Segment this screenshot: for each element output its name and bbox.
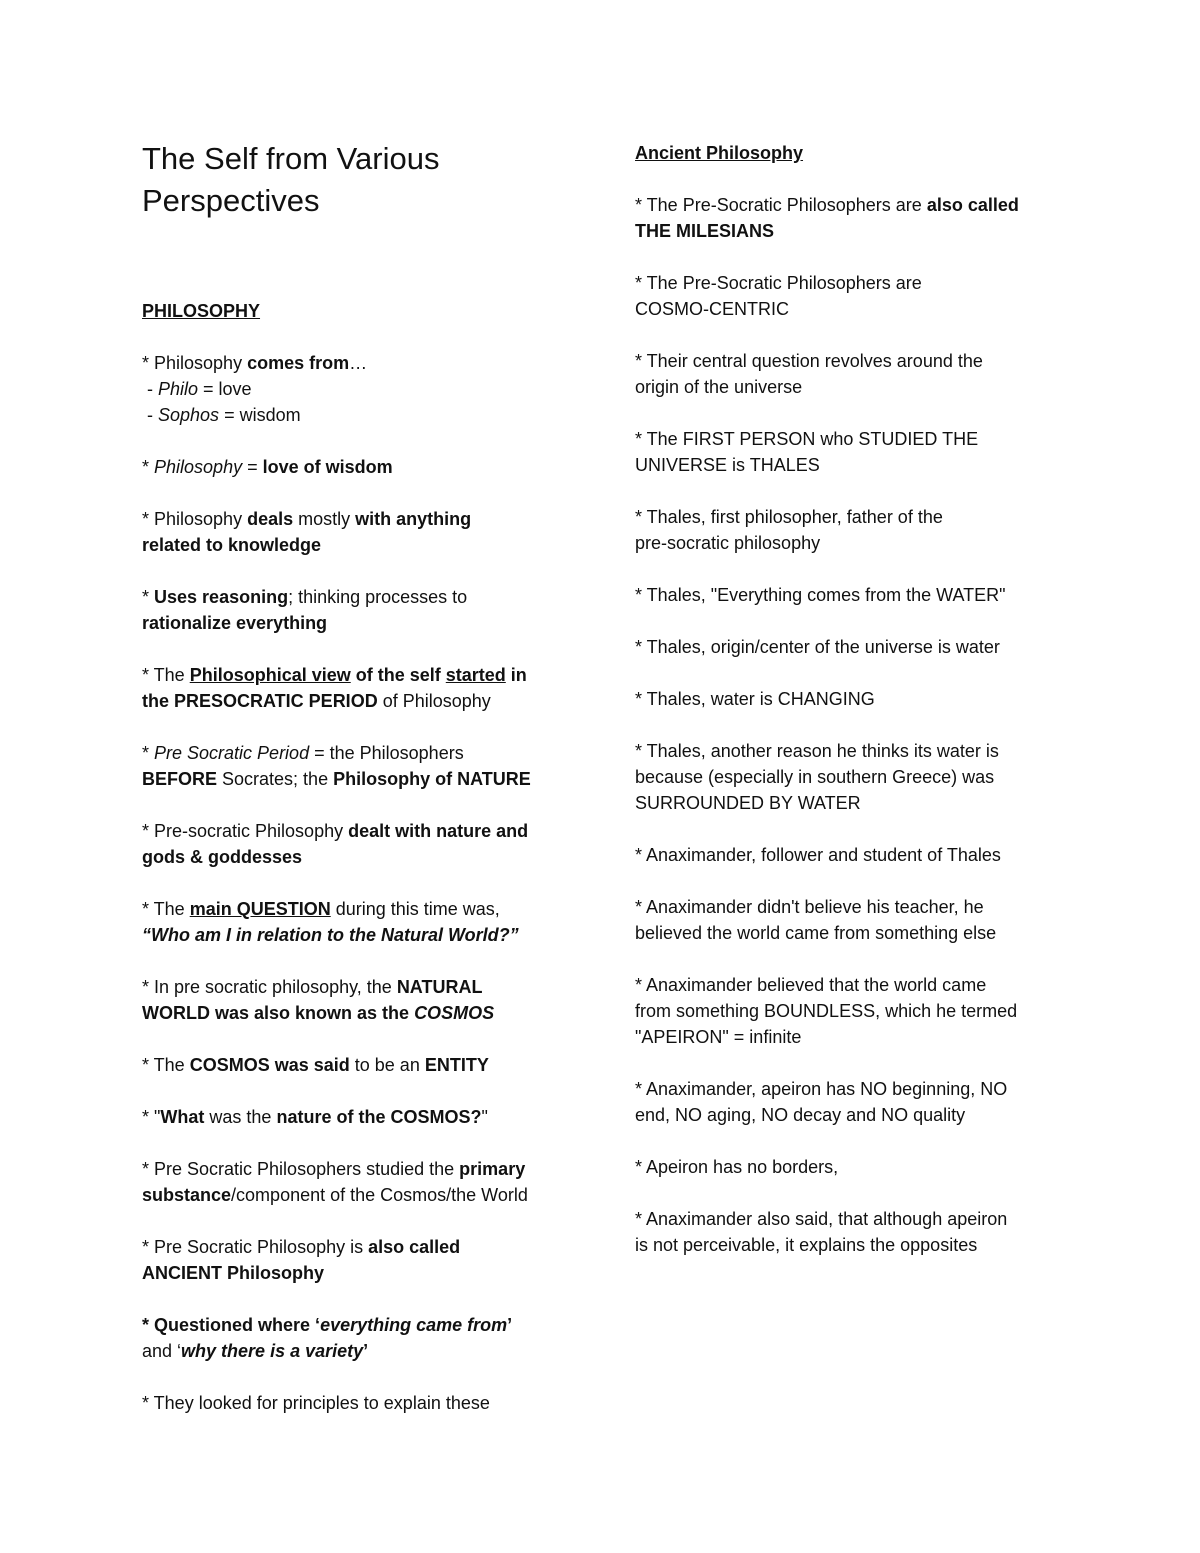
thales-origin (635, 634, 1075, 660)
philosophy-definition (142, 454, 582, 480)
text: of the self (350, 665, 446, 685)
text: ENTITY (424, 1055, 489, 1075)
text: main QUESTION (189, 899, 331, 919)
section-heading-ancient-philosophy: Ancient Philosophy (635, 143, 804, 163)
text: Philosophy (154, 457, 243, 477)
text: origin of the universe (635, 377, 803, 397)
text: * Their central question revolves around the (635, 351, 983, 371)
text: also called (368, 1237, 461, 1257)
nature-and-gods (142, 818, 582, 870)
text: * Thales, "Everything comes from the WATER" (635, 585, 1006, 605)
text: = love (198, 379, 252, 399)
text: Pre Socratic Period (154, 743, 310, 763)
text: * The (142, 1055, 190, 1075)
philosophy-deals (142, 506, 582, 558)
thales-water (635, 582, 1075, 608)
text: COSMO-CENTRIC (635, 299, 789, 319)
text: * Anaximander also said, that although apeiron (635, 1209, 1008, 1229)
text: Questioned where ‘ (154, 1315, 321, 1335)
text: * The Pre-Socratic Philosophers are (635, 195, 927, 215)
principles-note (142, 1390, 582, 1416)
text: * Thales, first philosopher, father of the (635, 507, 943, 527)
text: NATURAL (396, 977, 483, 997)
pre-socratic-period (142, 740, 582, 792)
natural-world-cosmos (142, 974, 582, 1026)
text: * (142, 1315, 155, 1335)
text: * The Pre-Socratic Philosophers are (635, 273, 922, 293)
uses-reasoning (142, 584, 582, 636)
thales-father (635, 504, 1075, 556)
questioned-where (142, 1312, 582, 1364)
text: What (160, 1107, 205, 1127)
philosophy-etymology (142, 350, 582, 428)
text: * Pre Socratic Philosophers studied the (142, 1159, 460, 1179)
text: comes from (247, 353, 350, 373)
text: love of wisdom (262, 457, 393, 477)
text: primary (459, 1159, 526, 1179)
text: * Anaximander didn't believe his teacher, he (635, 897, 984, 917)
text: ’ (507, 1315, 513, 1335)
text: Philo (158, 379, 199, 399)
text: * The FIRST PERSON who STUDIED THE (635, 429, 979, 449)
text: * (142, 457, 155, 477)
text: * Thales, water is CHANGING (635, 689, 875, 709)
text: * Anaximander believed that the world came (635, 975, 987, 995)
text: * The (142, 899, 190, 919)
text: * Thales, another reason he thinks its water is (635, 741, 999, 761)
text: of Philosophy (377, 691, 491, 711)
text: * They looked for principles to explain these (142, 1393, 490, 1413)
text: pre-socratic philosophy (635, 533, 821, 553)
philosophical-view (142, 662, 582, 714)
text: Uses reasoning (154, 587, 289, 607)
anaximander-disbelief (635, 894, 1075, 946)
apeiron-opposites (635, 1206, 1075, 1258)
central-question (635, 348, 1075, 400)
text: was the (204, 1107, 277, 1127)
text: * Philosophy (142, 509, 248, 529)
text: * " (142, 1107, 161, 1127)
text: BEFORE (142, 769, 218, 789)
text: * Anaximander, follower and student of Thales (635, 845, 1001, 865)
text: related to knowledge (142, 535, 322, 555)
text: with anything (355, 509, 472, 529)
text: * (142, 587, 155, 607)
section-heading-philosophy: PHILOSOPHY (142, 301, 261, 321)
text: * Thales, origin/center of the universe is water (635, 637, 1000, 657)
text: rationalize everything (142, 613, 328, 633)
text: ANCIENT Philosophy (142, 1263, 325, 1283)
text: deals (247, 509, 294, 529)
text: = the Philosophers (309, 743, 464, 763)
text: * (142, 743, 155, 763)
document-title (142, 138, 582, 222)
text: = (242, 457, 263, 477)
text: dealt with nature and (348, 821, 529, 841)
text: COSMOS (414, 1003, 495, 1023)
first-person-thales (635, 426, 1075, 478)
anaximander-student (635, 842, 1075, 868)
text: mostly (293, 509, 356, 529)
text: * The (142, 665, 190, 685)
thales-reason (635, 738, 1075, 816)
text: is not perceivable, it explains the opposites (635, 1235, 978, 1255)
text: /component of the Cosmos/the World (231, 1185, 528, 1205)
text: "APEIRON" = infinite (635, 1027, 802, 1047)
text: nature of the COSMOS? (276, 1107, 482, 1127)
text: - (142, 405, 158, 425)
text: Philosophy of NATURE (333, 769, 531, 789)
ancient-philosophy-note (142, 1234, 582, 1286)
primary-substance (142, 1156, 582, 1208)
text: Sophos (158, 405, 220, 425)
text: gods & goddesses (142, 847, 303, 867)
nature-of-cosmos (142, 1104, 582, 1130)
thales-changing (635, 686, 1075, 712)
cosmos-entity (142, 1052, 582, 1078)
apeiron-properties (635, 1076, 1075, 1128)
apeiron-borders (635, 1154, 1075, 1180)
title-line-1: The Self from Various (142, 141, 440, 176)
text: * Philosophy (142, 353, 248, 373)
text: started (445, 665, 506, 685)
text: THE MILESIANS (635, 221, 775, 241)
text: * Pre-socratic Philosophy (142, 821, 349, 841)
text: ’ (363, 1341, 369, 1361)
text: UNIVERSE is THALES (635, 455, 820, 475)
text: during this time was, (330, 899, 500, 919)
text: COSMOS was said (189, 1055, 350, 1075)
text: … (349, 353, 368, 373)
text: in (505, 665, 527, 685)
text: the PRESOCRATIC PERIOD (142, 691, 378, 711)
text: Socrates; the (217, 769, 334, 789)
text: everything came from (320, 1315, 508, 1335)
text: * In pre socratic philosophy, the (142, 977, 397, 997)
text: believed the world came from something else (635, 923, 997, 943)
text: = wisdom (219, 405, 301, 425)
text: to be an (349, 1055, 425, 1075)
anaximander-apeiron (635, 972, 1075, 1050)
cosmo-centric (635, 270, 1075, 322)
text: substance (142, 1185, 232, 1205)
text: because (especially in southern Greece) was (635, 767, 995, 787)
text: SURROUNDED BY WATER (635, 793, 861, 813)
title-line-2: Perspectives (142, 183, 320, 218)
main-question (142, 896, 582, 948)
text: Philosophical view (189, 665, 351, 685)
text: “Who am I in relation to the Natural World?” (142, 925, 519, 945)
text: - (142, 379, 158, 399)
text: * Pre Socratic Philosophy is (142, 1237, 369, 1257)
text: * Apeiron has no borders, (635, 1157, 839, 1177)
text: from something BOUNDLESS, which he termed (635, 1001, 1018, 1021)
text: " (481, 1107, 488, 1127)
text: end, NO aging, NO decay and NO quality (635, 1105, 966, 1125)
text: also called (926, 195, 1019, 215)
milesians (635, 192, 1075, 244)
text: WORLD was also known as the (142, 1003, 415, 1023)
text: why there is a variety (181, 1341, 364, 1361)
text: * Anaximander, apeiron has NO beginning, NO (635, 1079, 1008, 1099)
text: ; thinking processes to (288, 587, 468, 607)
text: and ‘ (142, 1341, 182, 1361)
